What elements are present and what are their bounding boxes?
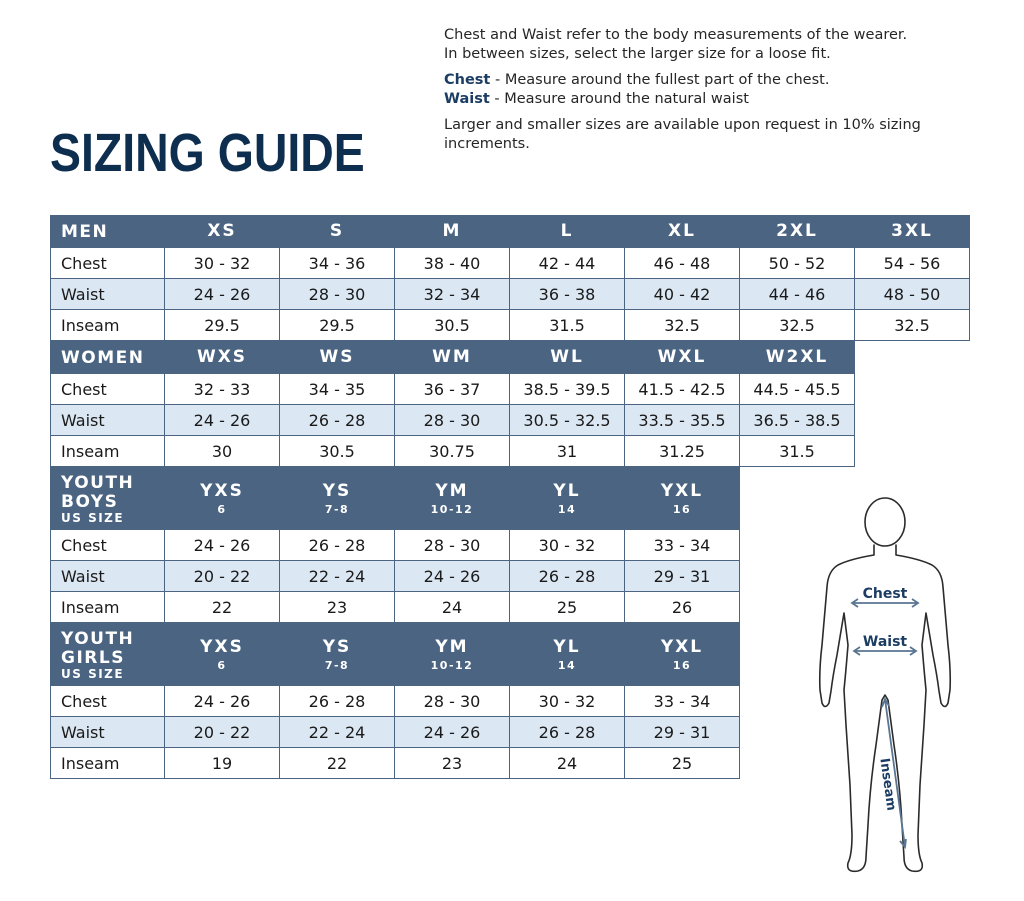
size-name: WL [550, 347, 584, 367]
section-label-line-1: MEN [61, 221, 109, 242]
measurement-label: Chest [51, 686, 165, 717]
measurement-value: 32.5 [855, 310, 970, 341]
size-header [395, 467, 510, 530]
measurement-value: 42 - 44 [510, 248, 625, 279]
section-label-line-1: YOUTH [61, 628, 135, 649]
measurement-value: 32.5 [625, 310, 740, 341]
intro-text [444, 26, 1004, 161]
size-header [740, 215, 855, 248]
measurement-value: 20 - 22 [165, 561, 280, 592]
table-row [51, 310, 970, 341]
measurement-value: 38.5 - 39.5 [510, 374, 625, 405]
measurement-value: 24 - 26 [165, 530, 280, 561]
measurement-value: 44 - 46 [740, 279, 855, 310]
size-age: 7-8 [324, 502, 350, 516]
measurement-label: Inseam [51, 436, 165, 467]
measurement-label: Chest [51, 530, 165, 561]
measurement-value: 30.5 - 32.5 [510, 405, 625, 436]
measurement-value: 23 [280, 592, 395, 623]
size-age: 10-12 [430, 502, 474, 516]
measurement-value: 24 - 26 [165, 405, 280, 436]
intro-paragraph-3: Larger and smaller sizes are available upon request in 10% sizing increments. [444, 117, 921, 152]
head-outline [865, 498, 905, 546]
measurement-value: 22 - 24 [280, 717, 395, 748]
measurement-value: 31.5 [510, 310, 625, 341]
measurement-value: 26 - 28 [510, 717, 625, 748]
measurement-value: 25 [510, 592, 625, 623]
chest-description: - Measure around the fullest part of the chest. [490, 72, 830, 88]
measurement-value: 26 - 28 [280, 530, 395, 561]
measurement-value: 30 [165, 436, 280, 467]
size-header [165, 467, 280, 530]
measurement-label: Inseam [51, 310, 165, 341]
size-header [625, 215, 740, 248]
section-header-row [51, 341, 970, 374]
section-sublabel: US SIZE [61, 510, 125, 525]
measurement-value: 32.5 [740, 310, 855, 341]
measurement-value: 23 [395, 748, 510, 779]
size-name: WXL [657, 347, 707, 367]
measurement-label: Chest [51, 374, 165, 405]
section-label [51, 341, 165, 374]
size-name: WS [319, 347, 355, 367]
size-name: WM [432, 347, 472, 367]
size-name: YXL [660, 480, 704, 501]
size-name: 3XL [891, 221, 933, 241]
section-sublabel: US SIZE [61, 666, 125, 681]
table-row [51, 405, 970, 436]
size-header [395, 623, 510, 686]
size-header [855, 215, 970, 248]
waist-figure-label: Waist [862, 634, 908, 650]
measurement-value: 36 - 37 [395, 374, 510, 405]
section-label [51, 623, 165, 686]
measurement-value: 24 [510, 748, 625, 779]
measurement-value: 54 - 56 [855, 248, 970, 279]
size-header [625, 341, 740, 374]
size-header [510, 215, 625, 248]
body-figure [810, 495, 960, 880]
measurement-value: 30.75 [395, 436, 510, 467]
measurement-value: 28 - 30 [395, 530, 510, 561]
size-age: 16 [672, 658, 692, 672]
section-label-line-1: WOMEN [61, 347, 145, 368]
measurement-value: 22 [165, 592, 280, 623]
size-header [625, 623, 740, 686]
size-name: XS [207, 221, 237, 241]
size-name: YXL [660, 636, 704, 657]
section-label [51, 215, 165, 248]
measurement-value: 26 - 28 [280, 686, 395, 717]
measurement-value: 30 - 32 [165, 248, 280, 279]
section-label-line-2: BOYS [61, 491, 119, 512]
size-header [280, 215, 395, 248]
measurement-value: 32 - 34 [395, 279, 510, 310]
measurement-value: 25 [625, 748, 740, 779]
measurement-value: 40 - 42 [625, 279, 740, 310]
measurement-value: 26 - 28 [280, 405, 395, 436]
measurement-value: 36.5 - 38.5 [740, 405, 855, 436]
measurement-label: Waist [51, 279, 165, 310]
size-name: YL [553, 480, 581, 501]
measurement-value: 50 - 52 [740, 248, 855, 279]
measurement-value: 20 - 22 [165, 717, 280, 748]
table-row [51, 436, 970, 467]
measurement-value: 28 - 30 [395, 686, 510, 717]
size-header [740, 341, 855, 374]
size-name: YL [553, 636, 581, 657]
measurement-value: 24 [395, 592, 510, 623]
size-header [510, 341, 625, 374]
size-age: 14 [557, 658, 577, 672]
measurement-value: 44.5 - 45.5 [740, 374, 855, 405]
measurement-value: 31.25 [625, 436, 740, 467]
intro-line-2: In between sizes, select the larger size for a loose fit. [444, 46, 831, 62]
size-name: YS [322, 636, 352, 657]
size-name: YM [435, 480, 469, 501]
measurement-value: 24 - 26 [395, 561, 510, 592]
section-label-line-2: GIRLS [61, 647, 125, 668]
size-age: 6 [217, 502, 227, 516]
measurement-value: 46 - 48 [625, 248, 740, 279]
size-name: YXS [200, 636, 244, 657]
measurement-value: 28 - 30 [280, 279, 395, 310]
measurement-value: 32 - 33 [165, 374, 280, 405]
measurement-value: 29 - 31 [625, 561, 740, 592]
measurement-value: 29 - 31 [625, 717, 740, 748]
section-label-line-1: YOUTH [61, 472, 135, 493]
size-header [510, 623, 625, 686]
empty-cell [855, 374, 970, 405]
inseam-figure-label: Inseam [876, 757, 899, 812]
measurement-label: Waist [51, 717, 165, 748]
intro-paragraph-1 [444, 26, 1004, 64]
measurement-label: Waist [51, 405, 165, 436]
waist-term: Waist [444, 91, 490, 107]
measurement-value: 36 - 38 [510, 279, 625, 310]
chest-term: Chest [444, 72, 491, 88]
size-header [165, 341, 280, 374]
size-header [165, 215, 280, 248]
measurement-value: 22 [280, 748, 395, 779]
size-header [280, 623, 395, 686]
size-name: WXS [196, 347, 248, 367]
size-header [280, 341, 395, 374]
intro-paragraph-2 [444, 71, 1004, 109]
intro-line-1: Chest and Waist refer to the body measurements of the wearer. [444, 27, 908, 43]
size-age: 16 [672, 502, 692, 516]
size-name: 2XL [776, 221, 818, 241]
empty-cell [855, 405, 970, 436]
measurement-value: 33.5 - 35.5 [625, 405, 740, 436]
measurement-value: 26 - 28 [510, 561, 625, 592]
measurement-value: 24 - 26 [165, 686, 280, 717]
waist-description: - Measure around the natural waist [489, 91, 749, 107]
measurement-value: 33 - 34 [625, 530, 740, 561]
size-age: 14 [557, 502, 577, 516]
page-title: SIZING GUIDE [50, 123, 365, 183]
measurement-value: 33 - 34 [625, 686, 740, 717]
size-header [625, 467, 740, 530]
measurement-value: 29.5 [280, 310, 395, 341]
measurement-value: 34 - 36 [280, 248, 395, 279]
size-name: M [442, 221, 462, 241]
measurement-value: 31 [510, 436, 625, 467]
measurement-value: 48 - 50 [855, 279, 970, 310]
size-header [510, 467, 625, 530]
size-age: 10-12 [430, 658, 474, 672]
size-age: 6 [217, 658, 227, 672]
measurement-value: 24 - 26 [395, 717, 510, 748]
measurement-label: Waist [51, 561, 165, 592]
empty-cell [855, 436, 970, 467]
measurement-value: 30 - 32 [510, 686, 625, 717]
size-name: YS [322, 480, 352, 501]
chest-figure-label: Chest [862, 586, 908, 602]
measurement-value: 34 - 35 [280, 374, 395, 405]
measurement-value: 30.5 [280, 436, 395, 467]
measurement-value: 30.5 [395, 310, 510, 341]
table-row [51, 279, 970, 310]
size-header [165, 623, 280, 686]
section-header-row [51, 215, 970, 248]
measurement-value: 28 - 30 [395, 405, 510, 436]
measurement-value: 26 [625, 592, 740, 623]
size-age: 7-8 [324, 658, 350, 672]
size-name: L [560, 221, 574, 241]
measurement-value: 24 - 26 [165, 279, 280, 310]
measurement-label: Inseam [51, 748, 165, 779]
size-name: S [329, 221, 345, 241]
measurement-value: 22 - 24 [280, 561, 395, 592]
size-name: W2XL [765, 347, 829, 367]
size-header [395, 215, 510, 248]
measurement-value: 30 - 32 [510, 530, 625, 561]
size-name: YXS [200, 480, 244, 501]
measurement-value: 31.5 [740, 436, 855, 467]
table-row [51, 374, 970, 405]
measurement-value: 19 [165, 748, 280, 779]
measurement-label: Chest [51, 248, 165, 279]
measurement-value: 38 - 40 [395, 248, 510, 279]
body-outline [820, 498, 951, 871]
measurement-value: 29.5 [165, 310, 280, 341]
size-header [395, 341, 510, 374]
section-label [51, 467, 165, 530]
table-row [51, 248, 970, 279]
size-name: XL [668, 221, 696, 241]
size-header [280, 467, 395, 530]
measurement-value: 41.5 - 42.5 [625, 374, 740, 405]
size-name: YM [435, 636, 469, 657]
empty-cell [855, 341, 970, 374]
measurement-label: Inseam [51, 592, 165, 623]
